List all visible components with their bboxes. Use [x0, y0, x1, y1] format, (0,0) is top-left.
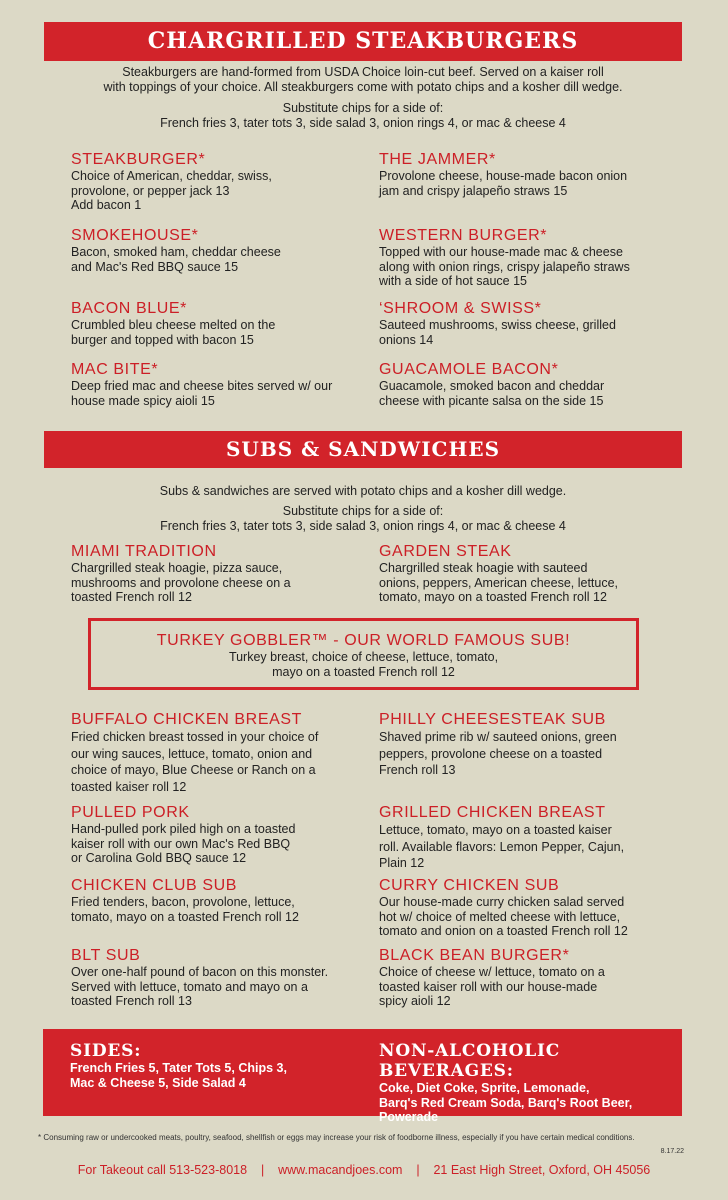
beverages-section	[379, 1041, 682, 1125]
item-desc: Fried tenders, bacon, provolone, lettuce, tomato, mayo on a toasted French roll 12	[71, 895, 299, 924]
item-name: BUFFALO CHICKEN BREAST	[71, 711, 303, 728]
item-desc: Over one-half pound of bacon on this monster. Served with lettuce, tomato and mayo on a toasted French roll 13	[71, 965, 329, 1008]
menu-item	[71, 227, 281, 274]
menu-item	[379, 543, 618, 605]
subs-intro: Subs & sandwiches are served with potato chips and a kosher dill wedge. Substitute chips for a side of: French fries 3, tater tots 3, side salad 3, onion rings 4, or mac & cheese 4	[159, 484, 567, 533]
item-name: MAC BITE*	[71, 361, 159, 378]
subs-banner	[44, 431, 682, 468]
health-disclaimer: * Consuming raw or undercooked meats, poultry, seafood, shellfish or eggs may increase your risk of foodborne illness, especially if you have certain medical conditions.	[38, 1133, 635, 1142]
item-desc: Deep fried mac and cheese bites served w/ our house made spicy aioli 15	[71, 379, 333, 408]
menu-item	[71, 877, 299, 924]
menu-item	[71, 361, 332, 408]
menu-item	[71, 711, 318, 795]
menu-item	[379, 361, 604, 408]
item-name: MIAMI TRADITION	[71, 543, 217, 560]
beverages-title: NON-ALCOHOLIC BEVERAGES:	[379, 1041, 561, 1081]
menu-item	[71, 543, 291, 605]
menu-item	[379, 877, 628, 939]
item-name: BLT SUB	[71, 947, 141, 964]
subs-title: SUBS & SANDWICHES	[225, 437, 501, 461]
item-name: BACON BLUE*	[71, 300, 187, 317]
item-desc: Crumbled bleu cheese melted on the burger and topped with bacon 15	[71, 318, 276, 347]
item-name: WESTERN BURGER*	[379, 227, 548, 244]
steakburgers-intro: Steakburgers are hand-formed from USDA Choice loin-cut beef. Served on a kaiser roll with toppings of your choice. All steakburgers come with potato chips and a kosher dill wedge. Substitute chips for a side of: French fries 3, tater tots 3, side salad 3, onion rings 4, or mac & cheese 4	[103, 65, 623, 130]
item-desc: Bacon, smoked ham, cheddar cheese and Mac's Red BBQ sauce 15	[71, 245, 281, 274]
item-name: GRILLED CHICKEN BREAST	[379, 804, 606, 821]
item-desc: Chargrilled steak hoagie, pizza sauce, mushrooms and provolone cheese on a toasted French roll 12	[71, 561, 291, 604]
item-name: ‘SHROOM & SWISS*	[379, 300, 542, 317]
item-name: SMOKEHOUSE*	[71, 227, 199, 244]
menu-item	[379, 711, 617, 779]
item-desc: Fried chicken breast tossed in your choice of our wing sauces, lettuce, tomato, onion and choice of mayo, Blue Cheese or Ranch on a toasted kaiser roll 12	[71, 730, 319, 794]
item-name: GUACAMOLE BACON*	[379, 361, 559, 378]
menu-item	[379, 227, 630, 289]
sides-title: SIDES:	[70, 1041, 142, 1061]
item-desc: Our house-made curry chicken salad served hot w/ choice of melted cheese with lettuce, tomato and onion on a toasted French roll 12	[379, 895, 628, 938]
steakburgers-title: CHARGRILLED STEAKBURGERS	[147, 28, 579, 54]
item-name: PHILLY CHEESESTEAK SUB	[379, 711, 606, 728]
item-name: BLACK BEAN BURGER*	[379, 947, 570, 964]
item-desc: Hand-pulled pork piled high on a toasted kaiser roll with our own Mac's Red BBQ or Carolina Gold BBQ sauce 12	[71, 822, 296, 865]
menu-item	[379, 151, 627, 198]
item-desc: Choice of cheese w/ lettuce, tomato on a toasted kaiser roll with our house-made spicy aioli 12	[379, 965, 605, 1008]
featured-item-desc: Turkey breast, choice of cheese, lettuce, tomato, mayo on a toasted French roll 12	[228, 650, 499, 679]
beverages-list: Coke, Diet Coke, Sprite, Lemonade, Barq's Red Cream Soda, Barq's Root Beer, Powerade	[379, 1081, 633, 1124]
item-name: STEAKBURGER*	[71, 151, 206, 168]
item-desc: Chargrilled steak hoagie with sauteed onions, peppers, American cheese, lettuce, tomato, mayo on a toasted French roll 12	[379, 561, 619, 604]
steakburgers-banner	[44, 22, 682, 61]
contact-footer: For Takeout call 513-523-8018 | www.macandjoes.com | 21 East High Street, Oxford, OH 45056	[77, 1163, 651, 1177]
sides-beverages-panel	[43, 1029, 682, 1124]
menu-item	[71, 804, 295, 866]
menu-item	[71, 947, 328, 1009]
sides-section	[70, 1041, 287, 1090]
item-name: CURRY CHICKEN SUB	[379, 877, 560, 894]
item-name: CHICKEN CLUB SUB	[71, 877, 238, 894]
item-desc: Provolone cheese, house-made bacon onion jam and crispy jalapeño straws 15	[379, 169, 628, 198]
menu-item	[379, 804, 624, 872]
menu-item	[379, 947, 605, 1009]
menu-item	[71, 151, 272, 213]
item-desc: Guacamole, smoked bacon and cheddar cheese with picante salsa on the side 15	[379, 379, 605, 408]
menu-item	[379, 300, 616, 347]
menu-item	[71, 300, 275, 347]
item-desc: Choice of American, cheddar, swiss, provolone, or pepper jack 13 Add bacon 1	[71, 169, 272, 212]
item-name: THE JAMMER*	[379, 151, 496, 168]
featured-item-box	[88, 618, 639, 690]
sides-list: French Fries 5, Tater Tots 5, Chips 3, Mac & Cheese 5, Side Salad 4	[70, 1061, 287, 1090]
revision-date: 8.17.22	[660, 1148, 684, 1155]
featured-item-name: TURKEY GOBBLER™ - OUR WORLD FAMOUS SUB!	[156, 632, 571, 649]
item-name: GARDEN STEAK	[379, 543, 512, 560]
item-desc: Lettuce, tomato, mayo on a toasted kaiser roll. Available flavors: Lemon Pepper, Cajun, Plain 12	[379, 823, 625, 870]
item-desc: Shaved prime rib w/ sauteed onions, green peppers, provolone cheese on a toasted French roll 13	[379, 730, 617, 777]
item-desc: Topped with our house-made mac & cheese along with onion rings, crispy jalapeño straws with a side of hot sauce 15	[379, 245, 630, 288]
item-name: PULLED PORK	[71, 804, 190, 821]
item-desc: Sauteed mushrooms, swiss cheese, grilled onions 14	[379, 318, 616, 347]
